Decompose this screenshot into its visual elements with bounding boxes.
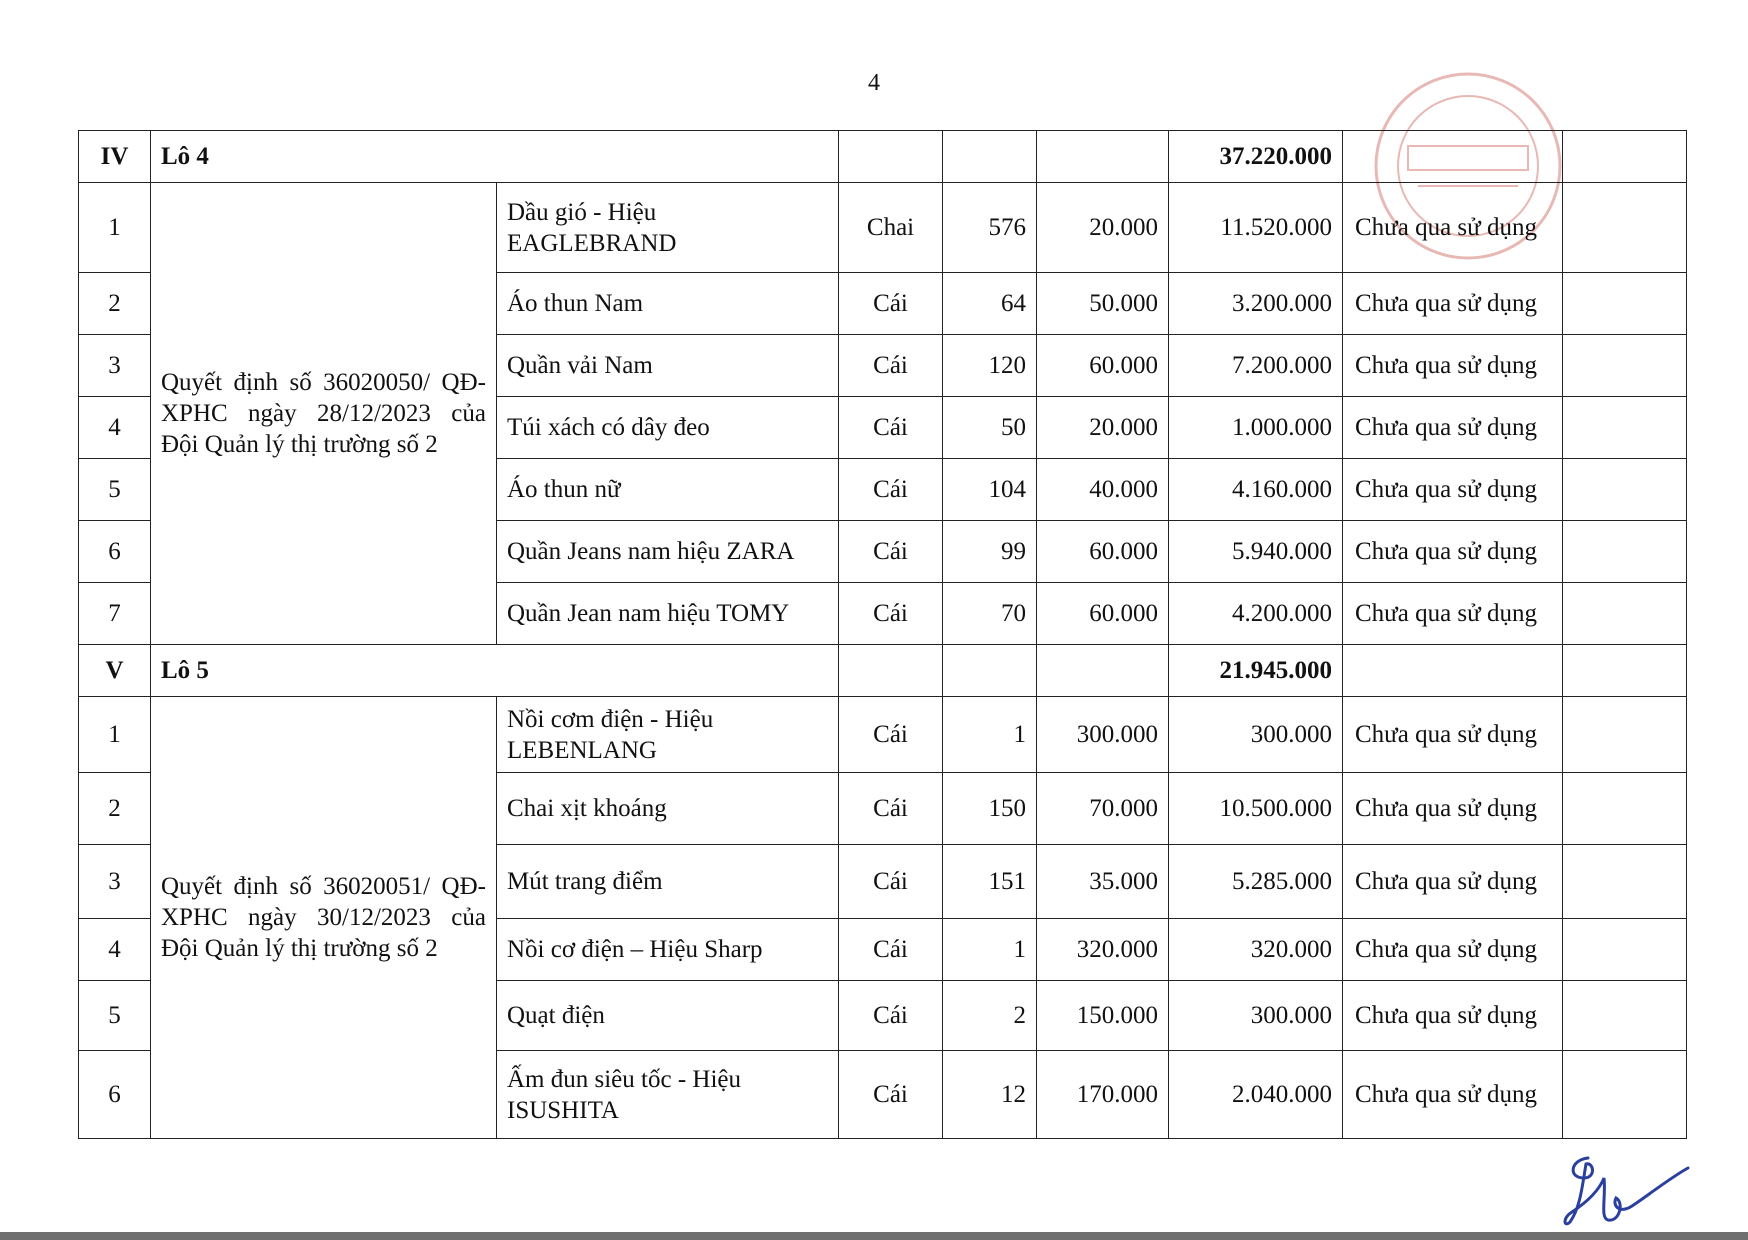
decision-reference: Quyết định số 36020050/ QĐ-XPHC ngày 28/12/2023 của Đội Quản lý thị trường số 2	[151, 183, 497, 645]
item-name: Túi xách có dây đeo	[497, 397, 839, 459]
lot-empty-cell	[1563, 645, 1687, 697]
item-amount: 10.500.000	[1169, 773, 1343, 845]
lot-roman-numeral: IV	[79, 131, 151, 183]
item-quantity: 150	[943, 773, 1037, 845]
item-unit: Cái	[839, 1051, 943, 1139]
item-quantity: 104	[943, 459, 1037, 521]
item-quantity: 64	[943, 273, 1037, 335]
item-unit-price: 60.000	[1037, 335, 1169, 397]
lot-empty-cell	[943, 645, 1037, 697]
item-no: 1	[79, 697, 151, 773]
item-quantity: 12	[943, 1051, 1037, 1139]
item-status: Chưa qua sử dụng	[1343, 919, 1563, 981]
item-name: Quần vải Nam	[497, 335, 839, 397]
item-unit-price: 60.000	[1037, 583, 1169, 645]
scan-bottom-edge	[0, 1232, 1748, 1240]
lot-header-row	[79, 131, 1687, 183]
item-note	[1563, 697, 1687, 773]
item-status: Chưa qua sử dụng	[1343, 335, 1563, 397]
item-unit: Cái	[839, 981, 943, 1051]
lot-empty-cell	[1563, 131, 1687, 183]
item-no: 2	[79, 773, 151, 845]
item-name: Áo thun nữ	[497, 459, 839, 521]
item-name: Ấm đun siêu tốc - Hiệu ISUSHITA	[497, 1051, 839, 1139]
lot-total: 37.220.000	[1169, 131, 1343, 183]
item-unit-price: 35.000	[1037, 845, 1169, 919]
item-unit-price: 150.000	[1037, 981, 1169, 1051]
item-amount: 5.285.000	[1169, 845, 1343, 919]
handwritten-signature	[1560, 1148, 1690, 1232]
item-unit: Cái	[839, 273, 943, 335]
item-status: Chưa qua sử dụng	[1343, 1051, 1563, 1139]
item-name: Dầu gió - Hiệu EAGLEBRAND	[497, 183, 839, 273]
item-unit: Cái	[839, 335, 943, 397]
item-note	[1563, 521, 1687, 583]
page-number: 4	[868, 70, 880, 96]
item-status: Chưa qua sử dụng	[1343, 981, 1563, 1051]
item-no: 4	[79, 397, 151, 459]
item-status: Chưa qua sử dụng	[1343, 397, 1563, 459]
item-unit: Cái	[839, 459, 943, 521]
item-unit: Cái	[839, 845, 943, 919]
item-name: Mút trang điểm	[497, 845, 839, 919]
lot-empty-cell	[1037, 645, 1169, 697]
item-amount: 11.520.000	[1169, 183, 1343, 273]
lot-empty-cell	[839, 131, 943, 183]
lot-empty-cell	[839, 645, 943, 697]
item-amount: 300.000	[1169, 981, 1343, 1051]
lot-title: Lô 5	[151, 645, 839, 697]
item-unit-price: 20.000	[1037, 183, 1169, 273]
item-quantity: 99	[943, 521, 1037, 583]
item-unit-price: 40.000	[1037, 459, 1169, 521]
item-unit-price: 320.000	[1037, 919, 1169, 981]
item-note	[1563, 919, 1687, 981]
item-unit: Cái	[839, 697, 943, 773]
item-no: 3	[79, 845, 151, 919]
item-name: Áo thun Nam	[497, 273, 839, 335]
item-note	[1563, 583, 1687, 645]
item-unit: Cái	[839, 583, 943, 645]
item-unit-price: 60.000	[1037, 521, 1169, 583]
item-quantity: 1	[943, 697, 1037, 773]
item-quantity: 576	[943, 183, 1037, 273]
item-no: 6	[79, 521, 151, 583]
lot-empty-cell	[1037, 131, 1169, 183]
item-status: Chưa qua sử dụng	[1343, 273, 1563, 335]
item-status: Chưa qua sử dụng	[1343, 583, 1563, 645]
lot-title: Lô 4	[151, 131, 839, 183]
lot-header-row	[79, 645, 1687, 697]
item-note	[1563, 1051, 1687, 1139]
item-name: Quần Jeans nam hiệu ZARA	[497, 521, 839, 583]
item-name: Quạt điện	[497, 981, 839, 1051]
item-amount: 320.000	[1169, 919, 1343, 981]
item-no: 1	[79, 183, 151, 273]
decision-reference: Quyết định số 36020051/ QĐ-XPHC ngày 30/12/2023 của Đội Quản lý thị trường số 2	[151, 697, 497, 1139]
item-note	[1563, 845, 1687, 919]
item-amount: 4.200.000	[1169, 583, 1343, 645]
item-no: 5	[79, 459, 151, 521]
item-amount: 7.200.000	[1169, 335, 1343, 397]
item-quantity: 2	[943, 981, 1037, 1051]
item-name: Nồi cơ điện – Hiệu Sharp	[497, 919, 839, 981]
item-quantity: 50	[943, 397, 1037, 459]
item-amount: 5.940.000	[1169, 521, 1343, 583]
item-no: 5	[79, 981, 151, 1051]
item-unit-price: 20.000	[1037, 397, 1169, 459]
item-status: Chưa qua sử dụng	[1343, 521, 1563, 583]
item-note	[1563, 397, 1687, 459]
item-name: Chai xịt khoáng	[497, 773, 839, 845]
lot-empty-cell	[1343, 645, 1563, 697]
item-unit-price: 300.000	[1037, 697, 1169, 773]
item-quantity: 120	[943, 335, 1037, 397]
item-no: 7	[79, 583, 151, 645]
table-row	[79, 697, 1687, 773]
item-amount: 2.040.000	[1169, 1051, 1343, 1139]
item-unit-price: 170.000	[1037, 1051, 1169, 1139]
item-status: Chưa qua sử dụng	[1343, 183, 1563, 273]
item-unit: Cái	[839, 773, 943, 845]
item-amount: 300.000	[1169, 697, 1343, 773]
lot-empty-cell	[1343, 131, 1563, 183]
item-no: 6	[79, 1051, 151, 1139]
item-status: Chưa qua sử dụng	[1343, 459, 1563, 521]
item-status: Chưa qua sử dụng	[1343, 845, 1563, 919]
item-no: 3	[79, 335, 151, 397]
item-unit: Cái	[839, 397, 943, 459]
item-note	[1563, 981, 1687, 1051]
goods-table	[78, 130, 1687, 1139]
item-amount: 3.200.000	[1169, 273, 1343, 335]
item-note	[1563, 273, 1687, 335]
lot-empty-cell	[943, 131, 1037, 183]
lot-roman-numeral: V	[79, 645, 151, 697]
item-name: Quần Jean nam hiệu TOMY	[497, 583, 839, 645]
item-note	[1563, 459, 1687, 521]
item-amount: 1.000.000	[1169, 397, 1343, 459]
item-no: 4	[79, 919, 151, 981]
item-unit: Cái	[839, 919, 943, 981]
item-note	[1563, 335, 1687, 397]
item-status: Chưa qua sử dụng	[1343, 773, 1563, 845]
item-unit-price: 50.000	[1037, 273, 1169, 335]
item-note	[1563, 773, 1687, 845]
item-name: Nồi cơm điện - Hiệu LEBENLANG	[497, 697, 839, 773]
lot-total: 21.945.000	[1169, 645, 1343, 697]
item-amount: 4.160.000	[1169, 459, 1343, 521]
item-unit-price: 70.000	[1037, 773, 1169, 845]
item-quantity: 70	[943, 583, 1037, 645]
item-status: Chưa qua sử dụng	[1343, 697, 1563, 773]
item-no: 2	[79, 273, 151, 335]
item-note	[1563, 183, 1687, 273]
item-unit: Cái	[839, 521, 943, 583]
table-row	[79, 183, 1687, 273]
item-unit: Chai	[839, 183, 943, 273]
item-quantity: 151	[943, 845, 1037, 919]
item-quantity: 1	[943, 919, 1037, 981]
